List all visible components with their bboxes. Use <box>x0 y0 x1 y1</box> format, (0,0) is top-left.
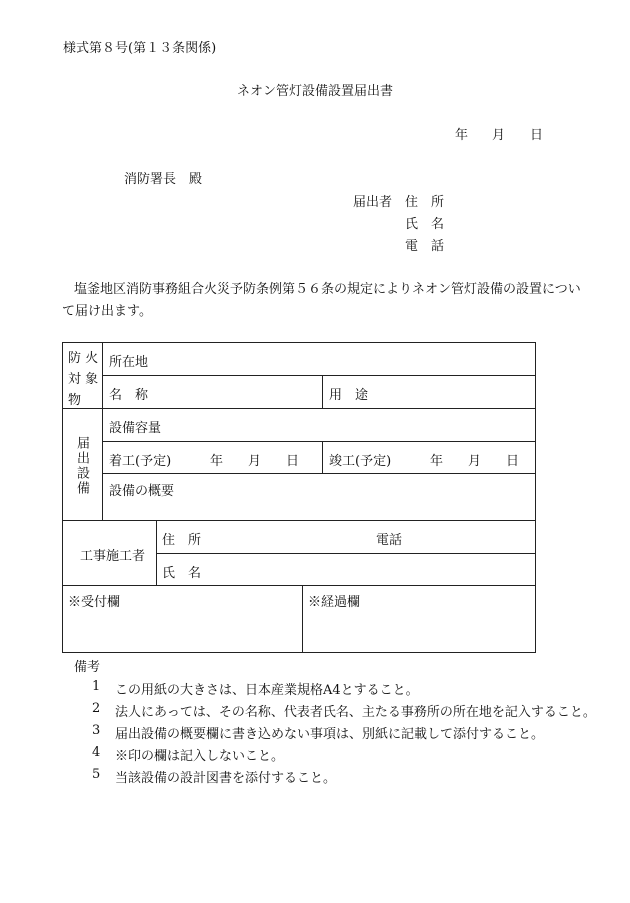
applicant-phone-label: 電 話 <box>405 239 445 254</box>
applicant-address-label: 住 所 <box>405 195 445 210</box>
body-text-line2: て届け出ます。 <box>62 304 152 319</box>
contractor-name-label: 氏 名 <box>162 566 202 581</box>
reception-field-label: ※受付欄 <box>68 595 121 610</box>
name-label: 名 称 <box>109 388 149 403</box>
start-month: 月 <box>248 454 262 469</box>
note-number: 2 <box>92 701 101 716</box>
note-text: 届出設備の概要欄に書き込めない事項は、別紙に記載して添付すること。 <box>115 727 545 742</box>
note-text: ※印の欄は記入しないこと。 <box>115 749 285 764</box>
note-number: 4 <box>92 745 101 760</box>
fire-target-label-line1: 防 火 <box>68 351 99 366</box>
applicant-label: 届出者 <box>353 195 393 210</box>
complete-day: 日 <box>506 454 520 469</box>
note-text: 法人にあっては、その名称、代表者氏名、主たる事務所の所在地を記入すること。 <box>115 705 596 720</box>
progress-field-label: ※経過欄 <box>308 595 361 610</box>
start-date-label: 着工(予定) <box>109 454 172 469</box>
capacity-label: 設備容量 <box>109 421 162 436</box>
note-text: この用紙の大きさは、日本産業規格A4とすること。 <box>115 683 419 698</box>
contractor-address-label: 住 所 <box>162 533 202 548</box>
notes-heading: 備考 <box>74 660 101 675</box>
start-day: 日 <box>286 454 300 469</box>
note-number: 1 <box>92 679 101 694</box>
usage-label: 用 途 <box>329 388 369 403</box>
date-day-label: 日 <box>530 128 544 143</box>
overview-label: 設備の概要 <box>109 484 175 499</box>
note-text: 当該設備の設計図書を添付すること。 <box>115 771 337 786</box>
addressee: 消防署長 殿 <box>124 172 203 187</box>
body-text-line1: 塩釜地区消防事務組合火災予防条例第５６条の規定によりネオン管灯設備の設置につい <box>74 282 581 297</box>
location-label: 所在地 <box>109 355 149 370</box>
contractor-label: 工事施工者 <box>80 549 146 564</box>
date-month-label: 月 <box>492 128 506 143</box>
fire-target-label-line3: 物 <box>68 393 82 408</box>
date-year-label: 年 <box>455 128 469 143</box>
contractor-phone-label: 電話 <box>376 533 403 548</box>
complete-month: 月 <box>468 454 482 469</box>
complete-year: 年 <box>430 454 444 469</box>
form-number: 様式第８号(第１３条関係) <box>63 41 217 56</box>
page-title: ネオン管灯設備設置届出書 <box>237 84 394 99</box>
note-number: 5 <box>92 767 101 782</box>
applicant-name-label: 氏 名 <box>405 217 445 232</box>
complete-date-label: 竣工(予定) <box>329 454 392 469</box>
fire-target-label-line2: 対 象 <box>68 372 99 387</box>
note-number: 3 <box>92 723 101 738</box>
start-year: 年 <box>210 454 224 469</box>
equipment-label: 届出設備 <box>74 436 89 496</box>
